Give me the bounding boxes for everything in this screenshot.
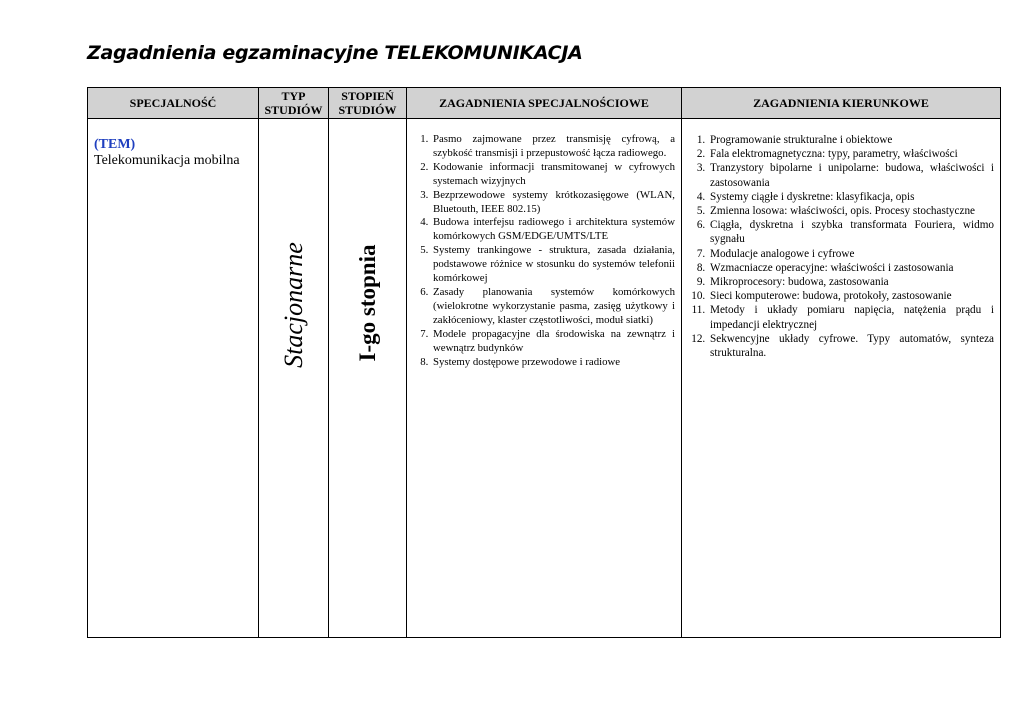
specjalnosc-cell — [88, 119, 259, 638]
header-stopien-studiow: STOPIEŃ STUDIÓW — [329, 88, 407, 119]
exam-topics-table — [87, 87, 1001, 638]
study-degree: I-go stopnia — [354, 244, 380, 362]
stopien-studiow-cell — [329, 119, 407, 638]
list-item: 1. Pasmo zajmowane przez transmisję cyfrową, a szybkość transmisji i przepustowość łącza radiowego. — [431, 133, 675, 161]
list-item: 5. Zmienna losowa: właściwości, opis. Procesy stochastyczne — [708, 204, 994, 218]
study-type: Stacjonarne — [278, 242, 308, 368]
list-item: 11. Metody i układy pomiaru napięcia, natężenia prądu i impedancji elektrycznej — [708, 303, 994, 331]
list-item: 4. Systemy ciągłe i dyskretne: klasyfikacja, opis — [708, 190, 994, 204]
list-item: 3. Bezprzewodowe systemy krótkozasięgowe (WLAN, Bluetouth, IEEE 802.15) — [431, 189, 675, 217]
table-header-row — [88, 88, 1001, 119]
table-row — [88, 119, 1001, 638]
list-item: 1. Programowanie strukturalne i obiektowe — [708, 133, 994, 147]
typ-studiow-cell — [259, 119, 329, 638]
zagadnienia-kierunkowe-cell — [682, 119, 1001, 638]
list-item: 2. Kodowanie informacji transmitowanej w cyfrowych systemach wizyjnych — [431, 161, 675, 189]
header-zagadnienia-kierunkowe: ZAGADNIENIA KIERUNKOWE — [682, 88, 1001, 119]
list-item: 3. Tranzystory bipolarne i unipolarne: budowa, właściwości i zastosowania — [708, 161, 994, 189]
list-item: 8. Wzmacniacze operacyjne: właściwości i zastosowania — [708, 261, 994, 275]
list-item: 5. Systemy trankingowe - struktura, zasada działania, podstawowe różnice w stosunku do systemów telefonii komórkowej — [431, 244, 675, 286]
header-zagadnienia-specjalnosciowe: ZAGADNIENIA SPECJALNOŚCIOWE — [407, 88, 682, 119]
list-item: 6. Ciągła, dyskretna i szybka transformata Fouriera, widmo sygnału — [708, 218, 994, 246]
list-item: 9. Mikroprocesory: budowa, zastosowania — [708, 275, 994, 289]
list-item: 10. Sieci komputerowe: budowa, protokoły, zastosowanie — [708, 289, 994, 303]
header-specjalnosc: SPECJALNOŚĆ — [88, 88, 259, 119]
field-topics-list — [688, 133, 994, 360]
header-typ-studiow: TYP STUDIÓW — [259, 88, 329, 119]
list-item: 7. Modele propagacyjne dla środowiska na zewnątrz i wewnątrz budynków — [431, 328, 675, 356]
list-item: 12. Sekwencyjne układy cyfrowe. Typy automatów, synteza strukturalna. — [708, 332, 994, 360]
document-title: Zagadnienia egzaminacyjne TELEKOMUNIKACJA — [87, 42, 583, 64]
list-item: 7. Modulacje analogowe i cyfrowe — [708, 247, 994, 261]
zagadnienia-specjalnosciowe-cell — [407, 119, 682, 638]
list-item: 6. Zasady planowania systemów komórkowych (wielokrotne wykorzystanie pasma, zasięg użytkowy i zakłóceniowy, klaster częstotliwości, moduł siatki) — [431, 286, 675, 328]
specialization-code: (TEM) — [94, 137, 136, 152]
specialization-name: Telekomunikacja mobilna — [94, 153, 240, 168]
list-item: 4. Budowa interfejsu radiowego i architektura systemów komórkowych GSM/EDGE/UMTS/LTE — [431, 216, 675, 244]
specialization-topics-list — [413, 133, 675, 369]
list-item: 8. Systemy dostępowe przewodowe i radiowe — [431, 356, 675, 370]
list-item: 2. Fala elektromagnetyczna: typy, parametry, właściwości — [708, 147, 994, 161]
